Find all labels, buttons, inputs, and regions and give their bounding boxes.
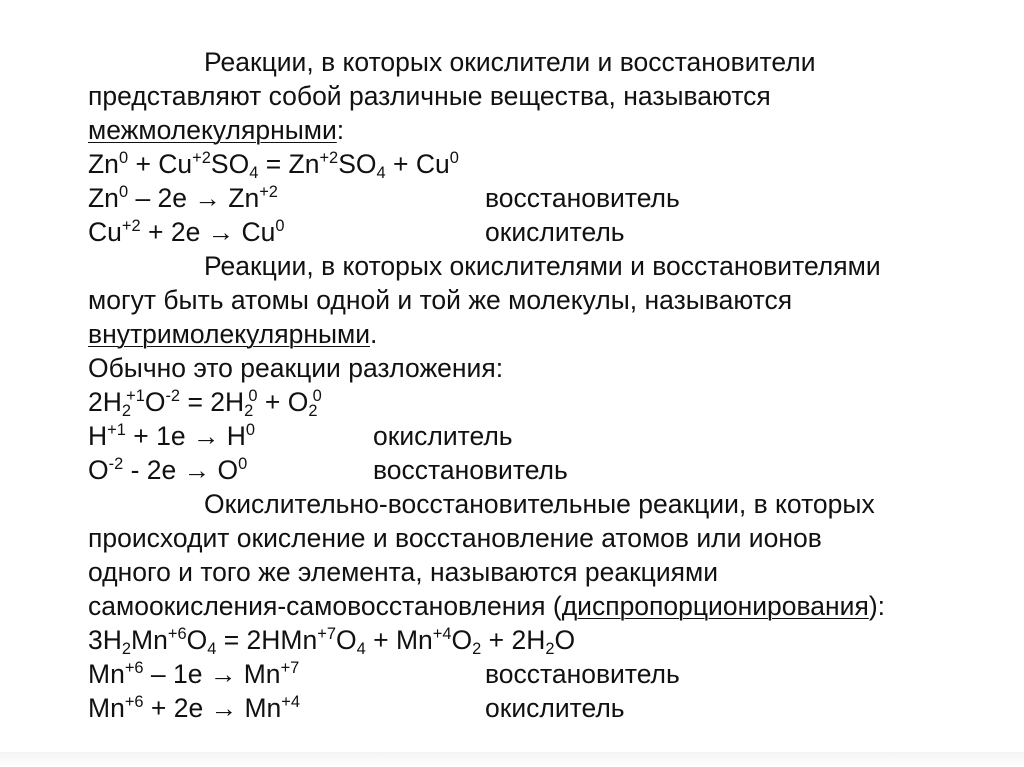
term-intramolecular: внутримолекулярными [88, 319, 371, 349]
equation-zn-cuso4: $Zn^0 + Cu^{+2}SO_4 = Zn^{+2}SO_4 + Cu^0$ [88, 148, 459, 182]
term-disproportionation: диспропорционирования [561, 591, 869, 621]
arrow-icon: → [183, 455, 211, 485]
p3-line3: одного и того же элемента, называются реакциями [88, 557, 719, 587]
half-reaction-cu: $Cu^{+2} + 2e \to Cu^0$ окислитель [88, 216, 625, 247]
half-reaction-mn-reduction: $Mn^{+6} + 2e \to Mn^{+4}$ окислитель [88, 692, 625, 723]
term-intermolecular: межмолекулярными [88, 115, 337, 145]
p3-line1: Окислительно-восстановительные реакции, в которых [204, 489, 875, 519]
p3-line2: происходит окисление и восстановление атомов или ионов [88, 523, 822, 553]
role-label: восстановитель [373, 455, 568, 485]
p1-line2: представляют собой различные вещества, называются [88, 81, 771, 111]
half-reaction-o: $O^{-2} - 2e \to O^0$ восстановитель [88, 454, 568, 485]
arrow-icon: → [209, 659, 237, 689]
arrow-icon: → [207, 217, 235, 247]
role-label: восстановитель [485, 659, 680, 689]
equation-h2mno4: $3H_2Mn^{+6}O_4 = 2HMn^{+7}O_4 + Mn^{+4}O_2 + 2H_2O$ [88, 624, 576, 658]
p2-line3: внутримолекулярными. [88, 319, 378, 349]
p2-line2: могут быть атомы одной и той же молекулы, называются [88, 285, 793, 315]
half-reaction-zn: $Zn^0 - 2e \to Zn^{+2}$ восстановитель [88, 182, 680, 213]
p1-line3: межмолекулярными: [88, 115, 345, 145]
half-reaction-h: $H^{+1} + 1e \to H^0$ окислитель [88, 420, 513, 451]
role-label: окислитель [373, 421, 513, 451]
arrow-icon: → [192, 421, 220, 451]
p3-line4: самоокисления-самовосстановления (диспропорционирования): [88, 591, 885, 621]
p2-line1: Реакции, в которых окислителями и восстановителями [204, 251, 881, 281]
arrow-icon: → [210, 693, 238, 723]
p2-line4: Обычно это реакции разложения: [88, 353, 504, 383]
role-label: восстановитель [485, 183, 680, 213]
arrow-icon: → [194, 183, 221, 213]
p1-line1: Реакции, в которых окислители и восстановители [204, 47, 816, 77]
equation-h2o: $2H_2^{+1}O^{-2} = 2H_2^0 + O_2^0$ [88, 386, 322, 420]
role-label: окислитель [485, 693, 625, 723]
half-reaction-mn-oxidation: $Mn^{+6} - 1e \to Mn^{+7}$ восстановитель [88, 658, 680, 689]
bottom-shade [0, 752, 1024, 767]
role-label: окислитель [485, 217, 625, 247]
